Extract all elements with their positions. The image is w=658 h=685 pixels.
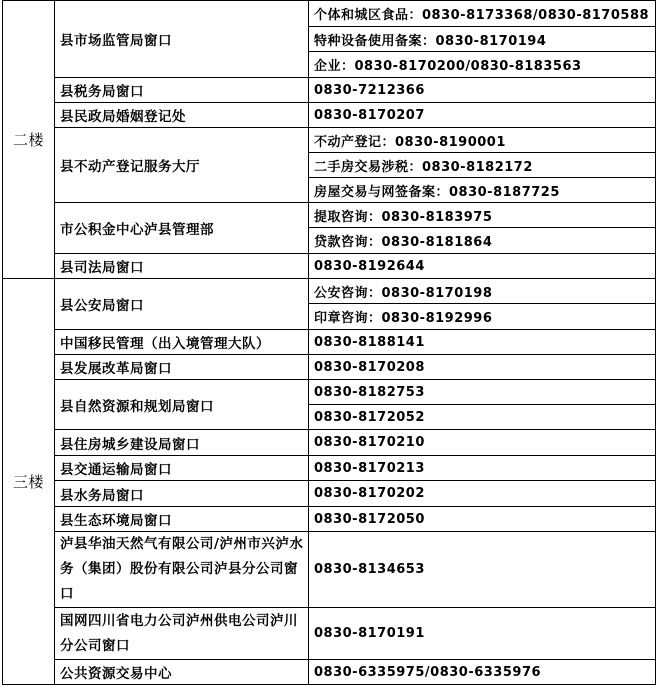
phone-cell: 0830-7212366 [309,78,656,103]
table-row [3,608,656,660]
phone-cell: 印章咨询：0830-8192996 [309,304,656,330]
table-row [3,254,656,279]
table-row [3,203,656,228]
dept-name: 泸县华油天然气有限公司/泸州市兴泸水务（集团）股份有限公司泸县分公司窗口 [55,532,309,608]
dept-name: 国网四川省电力公司泸州供电公司泸川分公司窗口 [55,608,309,660]
dept-name: 县不动产登记服务大厅 [55,128,309,203]
table-row [3,279,656,304]
phone-cell: 0830-8172050 [309,507,656,532]
dept-name: 县民政局婚姻登记处 [55,103,309,128]
phone-cell: 0830-8172052 [309,405,656,430]
dept-name: 县自然资源和规划局窗口 [55,380,309,430]
floor-label: 三楼 [3,279,55,685]
phone-cell: 0830-8192644 [309,254,656,279]
service-directory-table [2,0,656,685]
floor-label: 二楼 [3,1,55,279]
phone-cell: 提取咨询：0830-8183975 [309,203,656,228]
phone-cell: 0830-8134653 [309,532,656,608]
dept-name: 县发展改革局窗口 [55,355,309,380]
table-row [3,430,656,456]
table-row [3,330,656,355]
table-row [3,660,656,685]
phone-cell: 0830-8170210 [309,430,656,456]
phone-cell: 0830-8182753 [309,380,656,405]
dept-name: 县交通运输局窗口 [55,456,309,481]
table-row [3,456,656,481]
phone-cell: 个体和城区食品：0830-8173368/0830-8170588 [309,1,656,27]
dept-name: 县水务局窗口 [55,481,309,507]
table-row [3,507,656,532]
phone-cell: 房屋交易与网签备案：0830-8187725 [309,178,656,203]
phone-cell: 0830-8170208 [309,355,656,380]
phone-cell: 0830-8188141 [309,330,656,355]
phone-cell: 0830-8170207 [309,103,656,128]
table-row [3,355,656,380]
dept-name: 县住房城乡建设局窗口 [55,430,309,456]
table-row [3,128,656,153]
dept-name: 市公积金中心泸县管理部 [55,203,309,254]
phone-cell: 企业：0830-8170200/0830-8183563 [309,52,656,78]
dept-name: 中国移民管理（出入境管理大队） [55,330,309,355]
phone-cell: 0830-8170191 [309,608,656,660]
phone-cell: 二手房交易涉税：0830-8182172 [309,153,656,178]
dept-name: 公共资源交易中心 [55,660,309,685]
dept-name: 县公安局窗口 [55,279,309,330]
table-row [3,1,656,27]
dept-name: 县生态环境局窗口 [55,507,309,532]
phone-cell: 贷款咨询：0830-8181864 [309,228,656,254]
dept-name: 县司法局窗口 [55,254,309,279]
phone-cell: 不动产登记：0830-8190001 [309,128,656,153]
phone-cell: 特种设备使用备案：0830-8170194 [309,27,656,52]
phone-cell: 公安咨询：0830-8170198 [309,279,656,304]
table-row [3,103,656,128]
phone-cell: 0830-6335975/0830-6335976 [309,660,656,685]
table-row [3,481,656,507]
dept-name: 县市场监管局窗口 [55,1,309,78]
dept-name: 县税务局窗口 [55,78,309,103]
phone-cell: 0830-8170202 [309,481,656,507]
table-row [3,532,656,608]
phone-cell: 0830-8170213 [309,456,656,481]
table-row [3,78,656,103]
table-row [3,380,656,405]
